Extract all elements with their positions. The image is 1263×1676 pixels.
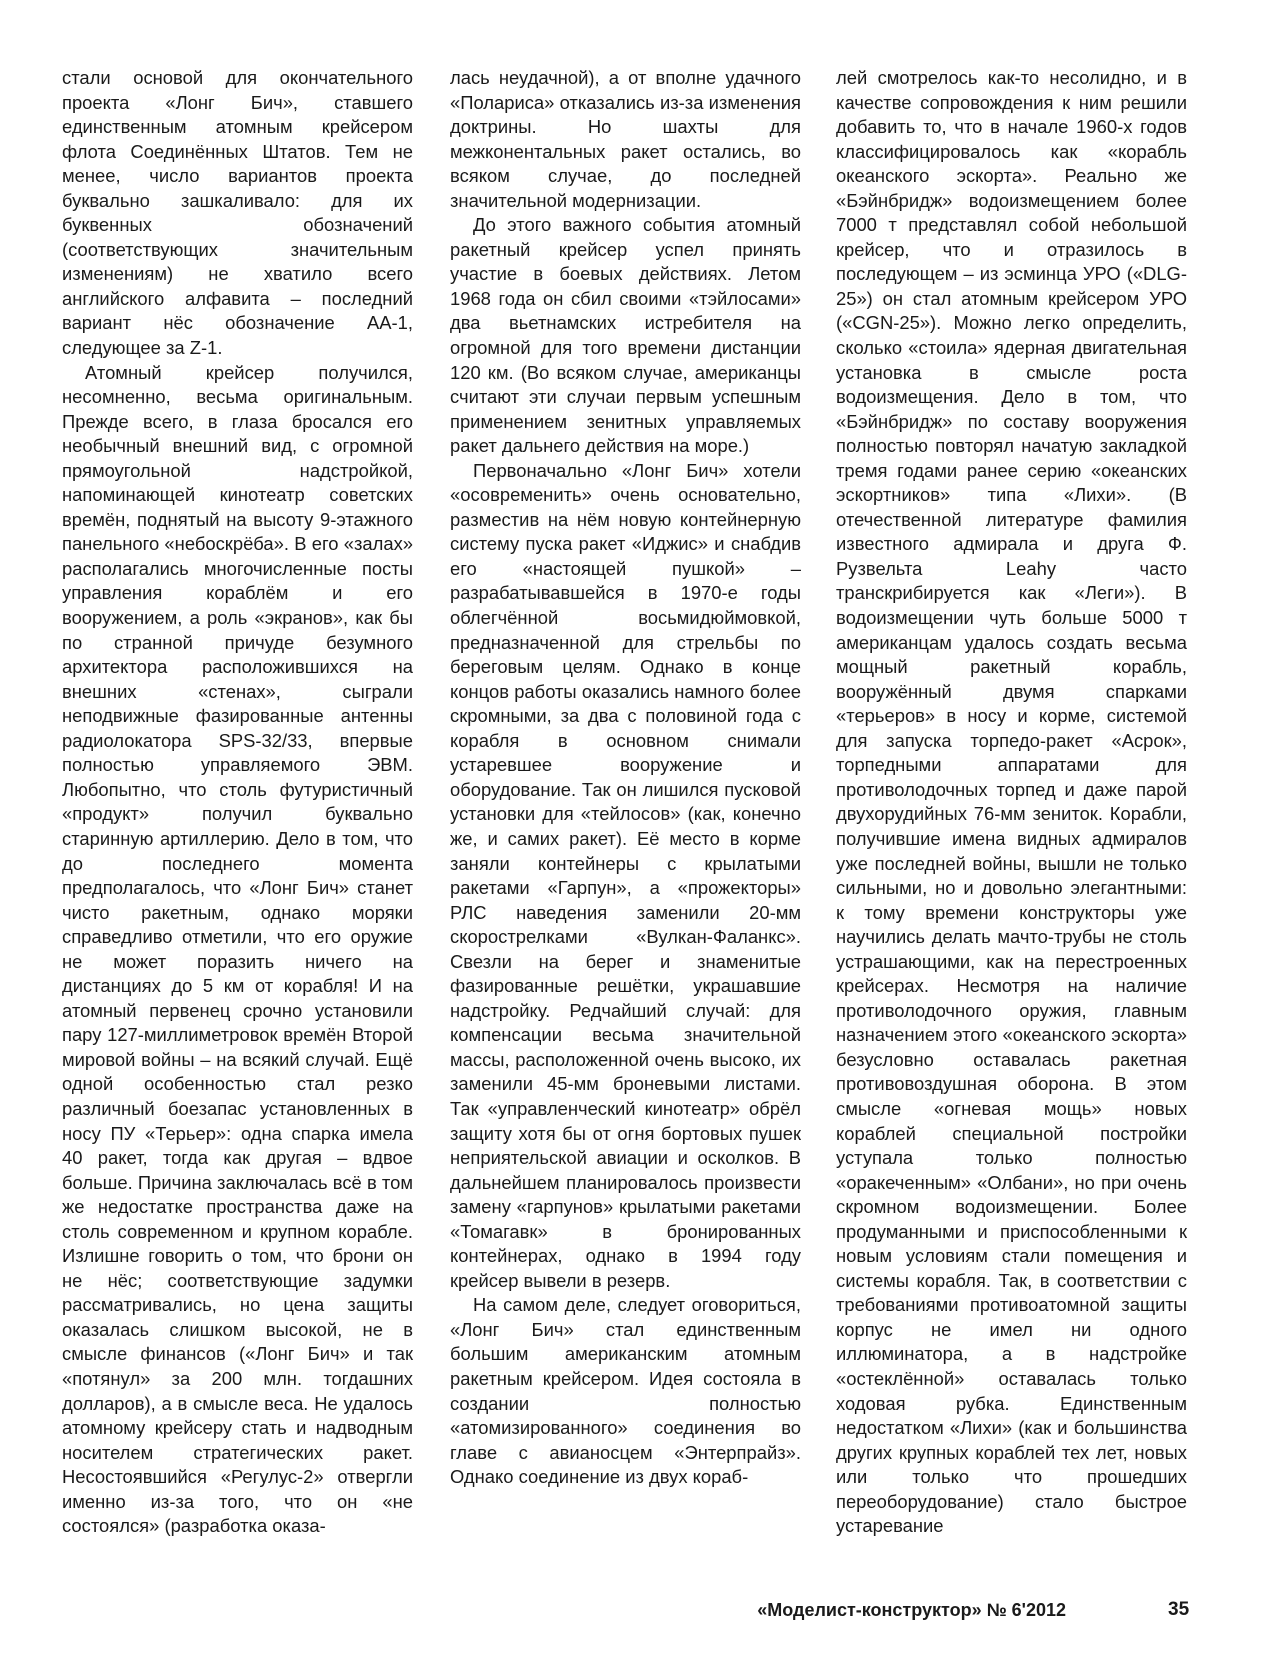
paragraph: Первоначально «Лонг Бич» хотели «осовременить» очень основательно, разместив на нём новую контейнерную систему пуска ракет «Иджис» и снабдив его «настоящей пушкой» – разрабатывавшейся в 1970-е годы облегчённой восьмидюймовкой, предназначенной для стрельбы по береговым целям. Однако в конце концов работы оказались намного более скромными, за два с половиной года с корабля в основном снимали устаревшее вооружение и оборудование. Так он лишился пусковой установки для «тейлосов» (как, конечно же, и самих ракет). Её место в корме заняли контейнеры с крылатыми ракетами «Гарпун», а «прожекторы» РЛС наведения заменили 20-мм скорострелками «Вулкан-Фаланкс». Свезли на берег и знаменитые фазированные решётки, украшавшие надстройку. Редчайший случай: для компенсации весьма значительной массы, расположенной очень высоко, их заменили 45-мм броневыми листами. Так «управленческий кинотеатр» обрёл защиту хотя бы от огня бортовых пушек неприятельской авиации и осколков. В дальнейшем планировалось произвести замену «гарпунов» крылатыми ракетами «Томагавк» в бронированных контейнерах, однако в 1994 году крейсер вывели в резерв. [450,459,801,1291]
page-number: 35 [1168,1599,1190,1620]
paragraph: До этого важного события атомный ракетный крейсер успел принять участие в боевых действиях. Летом 1968 года он сбил своими «тэйлосами» два вьетнамских истребителя на огромной для того времени дистанции 120 км. (Во всяком случае, американцы считают эти случаи первым успешным применением зенитных управляемых ракет дальнего действия на море.) [450,214,801,457]
magazine-title: «Моделист-конструктор» № 6'2012 [757,1600,1066,1620]
paragraph: На самом деле, следует оговориться, «Лонг Бич» стал единственным большим американским атомным ракетным крейсером. Идея состояла в создании полностью «атомизированного» соединения во главе с авианосцем «Энтерпрайз». Однако соединение из двух кораб- [450,1294,801,1488]
paragraph: стали основой для окончательного проекта «Лонг Бич», ставшего единственным атомным крейсером флота Соединённых Штатов. Тем не менее, число вариантов проекта буквально зашкаливало: для их буквенных обозначений (соответствующих значительным изменениям) не хватило всего английского алфавита – последний вариант нёс обозначение АА-1, следующее за Z-1. [62,67,413,359]
paragraph: лась неудачной), а от вполне удачного «Полариса» отказались из-за изменения доктрины. Но шахты для межконентальных ракет остались, во всяком случае, до последней значительной модернизации. [450,67,801,211]
page-footer [0,1600,1263,1630]
text-column-2 [450,66,801,1490]
text-column-1 [62,66,413,1539]
text-column-3 [836,66,1187,1539]
paragraph: Атомный крейсер получился, несомненно, весьма оригинальным. Прежде всего, в глаза бросался его необычный внешний вид, с огромной прямоугольной надстройкой, напоминающей кинотеатр советских времён, поднятый на высоту 9-этажного панельного «небоскрёба». В его «залах» располагались многочисленные посты управления кораблём и его вооружением, а роль «экранов», как бы по странной причуде безумного архитектора расположившихся на внешних «стенах», сыграли неподвижные фазированные антенны радиолокатора SPS-32/33, впервые полностью управляемого ЭВМ. Любопытно, что столь футуристичный «продукт» получил буквально старинную артиллерию. Дело в том, что до последнего момента предполагалось, что «Лонг Бич» станет чисто ракетным, однако моряки справедливо отметили, что его оружие не может поразить ничего на дистанциях до 5 км от корабля! И на атомный первенец срочно установили пару 127-миллиметровок времён Второй мировой войны – на всякий случай. Ещё одной особенностью стал резко различный боезапас установленных в носу ПУ «Терьер»: одна спарка имела 40 ракет, тогда как другая – вдвое больше. Причина заключалась всё в том же недостатке пространства даже на столь современном и крупном корабле. Излишне говорить о том, что брони он не нёс; соответствующие задумки рассматривались, но цена защиты оказалась слишком высокой, не в смысле финансов («Лонг Бич» и так «потянул» за 200 млн. тогдашних долларов), а в смысле веса. Не удалось атомному крейсеру стать и надводным носителем стратегических ракет. Несостоявшийся «Регулус-2» отвергли именно из-за того, что он «не состоялся» (разработка оказа- [62,361,413,1537]
paragraph: лей смотрелось как-то несолидно, и в качестве сопровождения к ним решили добавить то, что в начале 1960-х годов классифицировалось как «корабль океанского эскорта». Реально же «Бэйнбридж» водоизмещением более 7000 т представлял собой небольшой крейсер, что и отразилось в последующем – из эсминца УРО («DLG-25») он стал атомным крейсером УРО («CGN-25»). Можно легко определить, сколько «стоила» ядерная двигательная установка в смысле роста водоизмещения. Дело в том, что «Бэйнбридж» по составу вооружения полностью повторял начатую закладкой тремя годами ранее серию «океанских эскортников» типа «Лихи». (В отечественной литературе фамилия известного адмирала и друга Ф. Рузвельта Leahy часто транскрибируется как «Леги»). В водоизмещении чуть больше 5000 т американцам удалось создать весьма мощный ракетный корабль, вооружённый двумя спарками «терьеров» в носу и корме, системой для запуска торпедо-ракет «Асрок», торпедными аппаратами для противолодочных торпед и даже парой двухорудийных 76-мм зениток. Корабли, получившие имена видных адмиралов уже последней войны, вышли не только сильными, но и довольно элегантными: к тому времени конструкторы уже научились делать мачто-трубы не столь устрашающими, как на перестроенных крейсерах. Несмотря на наличие противолодочного оружия, главным назначением этого «океанского эскорта» безусловно оставалась ракетная противовоздушная оборона. В этом смысле «огневая мощь» новых кораблей специальной постройки уступала только полностью «оракеченным» «Олбани», но при очень скромном водоизмещении. Более продуманными и приспособленными к новым условиям стали помещения и системы корабля. Так, в соответствии с требованиями противоатомной защиты корпус не имел ни одного иллюминатора, а в надстройке «остеклённой» оставалась только ходовая рубка. Единственным недостатком «Лихи» (как и большинства других крупных кораблей тех лет, новых или только что прошедших переоборудование) стало быстрое устаревание [836,67,1187,1537]
